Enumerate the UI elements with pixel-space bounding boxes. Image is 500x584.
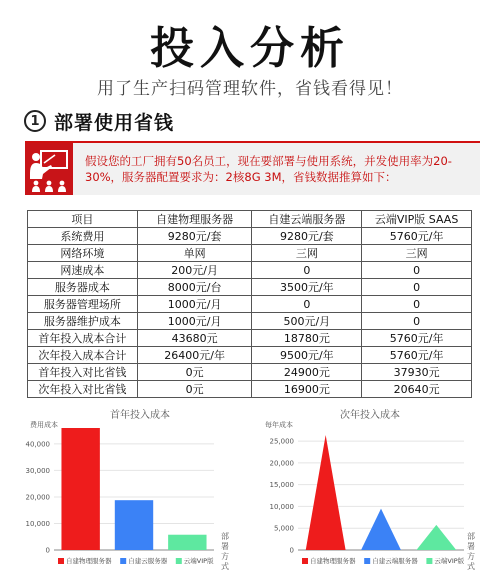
- chart1-legend-label: 自建云服务器: [128, 557, 168, 565]
- table-row: [28, 330, 472, 347]
- chart1-legend-label: 自建物理服务器: [66, 557, 112, 565]
- table-cell: 26400元/年: [137, 347, 252, 364]
- section-number: 1: [24, 110, 46, 132]
- table-cell: 1000元/月: [137, 296, 252, 313]
- table-row: [28, 279, 472, 296]
- chart2-ytick-label: 25,000: [269, 437, 294, 446]
- table-header-cell: 项目: [28, 211, 138, 228]
- table-cell: 37930元: [362, 364, 472, 381]
- table-cell: 0: [252, 262, 362, 279]
- table-cell: 9280元/套: [252, 228, 362, 245]
- table-cell: 43680元: [137, 330, 252, 347]
- chart1-ylabel: 费用成本: [30, 421, 58, 429]
- chart2-plot: [240, 428, 465, 578]
- chart1-xlabel: 部署方式: [221, 532, 229, 571]
- table-cell: 8000元/台: [137, 279, 252, 296]
- table-row: [28, 296, 472, 313]
- table-cell: 3500元/年: [252, 279, 362, 296]
- table-cell: 9500元/年: [252, 347, 362, 364]
- table-cell: 0: [362, 313, 472, 330]
- table-header-cell: 云端VIP版 SAAS: [362, 211, 472, 228]
- chart1-plot: [0, 428, 230, 578]
- table-cell: 网络环境: [28, 245, 138, 262]
- table-cell: 0: [252, 296, 362, 313]
- table-cell: 0元: [137, 364, 252, 381]
- table-cell: 0: [362, 296, 472, 313]
- chart2-ytick-label: 10,000: [269, 502, 294, 511]
- table-cell: 首年投入成本合计: [28, 330, 138, 347]
- presentation-icon: [25, 143, 73, 195]
- intro-box: [25, 141, 480, 195]
- chart2-legend-swatch: [364, 558, 370, 564]
- table-cell: 单网: [137, 245, 252, 262]
- table-row: [28, 313, 472, 330]
- table-cell: 18780元: [252, 330, 362, 347]
- chart1-ytick-label: 30,000: [25, 466, 50, 475]
- table-cell: 16900元: [252, 381, 362, 398]
- chart2-legend-swatch: [426, 558, 432, 564]
- table-cell: 5760元/年: [362, 330, 472, 347]
- table-cell: 24900元: [252, 364, 362, 381]
- table-cell: 5760元/年: [362, 347, 472, 364]
- chart1-title: 首年投入成本: [110, 410, 170, 421]
- table-cell: 服务器维护成本: [28, 313, 138, 330]
- chart1-ytick-label: 0: [45, 546, 50, 555]
- section-header: [24, 107, 174, 135]
- chart2-legend-label: 云端VIP版: [434, 557, 465, 565]
- table-cell: 5760元/年: [362, 228, 472, 245]
- intro-text: 假设您的工厂拥有50名员工，现在要部署与使用系统，并发使用率为20-30%，服务器配置要求为：2核8G 3M，省钱数据推算如下：: [85, 154, 452, 184]
- table-cell: 次年投入对比省钱: [28, 381, 138, 398]
- chart2-title: 次年投入成本: [340, 410, 400, 421]
- section-title: 部署使用省钱: [54, 111, 175, 134]
- chart1-legend-label: 云端VIP版: [183, 557, 214, 565]
- table-cell: 0: [362, 262, 472, 279]
- chart2-legend-swatch: [302, 558, 308, 564]
- table-row: [28, 228, 472, 245]
- table-row: [28, 347, 472, 364]
- chart2-peak: [361, 509, 401, 550]
- table-cell: 0: [362, 279, 472, 296]
- table-cell: 三网: [362, 245, 472, 262]
- table-cell: 次年投入成本合计: [28, 347, 138, 364]
- table-cell: 服务器成本: [28, 279, 138, 296]
- table-header-row: [28, 211, 472, 228]
- table-row: [28, 381, 472, 398]
- chart2-xlabel: 部署方式: [467, 532, 475, 571]
- page-subtitle: 用了生产扫码管理软件，省钱看得见！: [97, 79, 403, 99]
- chart2-peak: [306, 435, 346, 550]
- chart1-legend-swatch: [120, 558, 126, 564]
- table-cell: 系统费用: [28, 228, 138, 245]
- chart2-ytick-label: 0: [289, 546, 294, 555]
- chart2-legend-label: 自建物理服务器: [310, 557, 356, 565]
- table-header-cell: 自建物理服务器: [137, 211, 252, 228]
- chart2-ytick-label: 20,000: [269, 459, 294, 468]
- chart1-ytick-label: 20,000: [25, 493, 50, 502]
- table-cell: 500元/月: [252, 313, 362, 330]
- chart1-ytick-label: 10,000: [25, 519, 50, 528]
- chart1-legend-swatch: [58, 558, 64, 564]
- table-cell: 9280元/套: [137, 228, 252, 245]
- chart1-bar: [115, 500, 153, 550]
- table-cell: 200元/月: [137, 262, 252, 279]
- table-cell: 服务器管理场所: [28, 296, 138, 313]
- table-cell: 20640元: [362, 381, 472, 398]
- chart2-legend-label: 自建云端服务器: [372, 557, 418, 565]
- table-cell: 首年投入对比省钱: [28, 364, 138, 381]
- cost-table: [27, 210, 472, 398]
- page-title: 投入分析: [150, 23, 350, 74]
- table-cell: 网速成本: [28, 262, 138, 279]
- chart1-bar: [168, 535, 206, 550]
- table-cell: 三网: [252, 245, 362, 262]
- table-row: [28, 262, 472, 279]
- chart2-ytick-label: 15,000: [269, 481, 294, 490]
- chart2-ylabel: 每年成本: [265, 421, 293, 429]
- table-header-cell: 自建云端服务器: [252, 211, 362, 228]
- chart2-ytick-label: 5,000: [273, 524, 294, 533]
- chart1-legend-swatch: [176, 558, 182, 564]
- table-cell: 0元: [137, 381, 252, 398]
- table-cell: 1000元/月: [137, 313, 252, 330]
- table-row: [28, 245, 472, 262]
- chart1-bar: [61, 428, 99, 550]
- table-row: [28, 364, 472, 381]
- chart1-ytick-label: 40,000: [25, 440, 50, 449]
